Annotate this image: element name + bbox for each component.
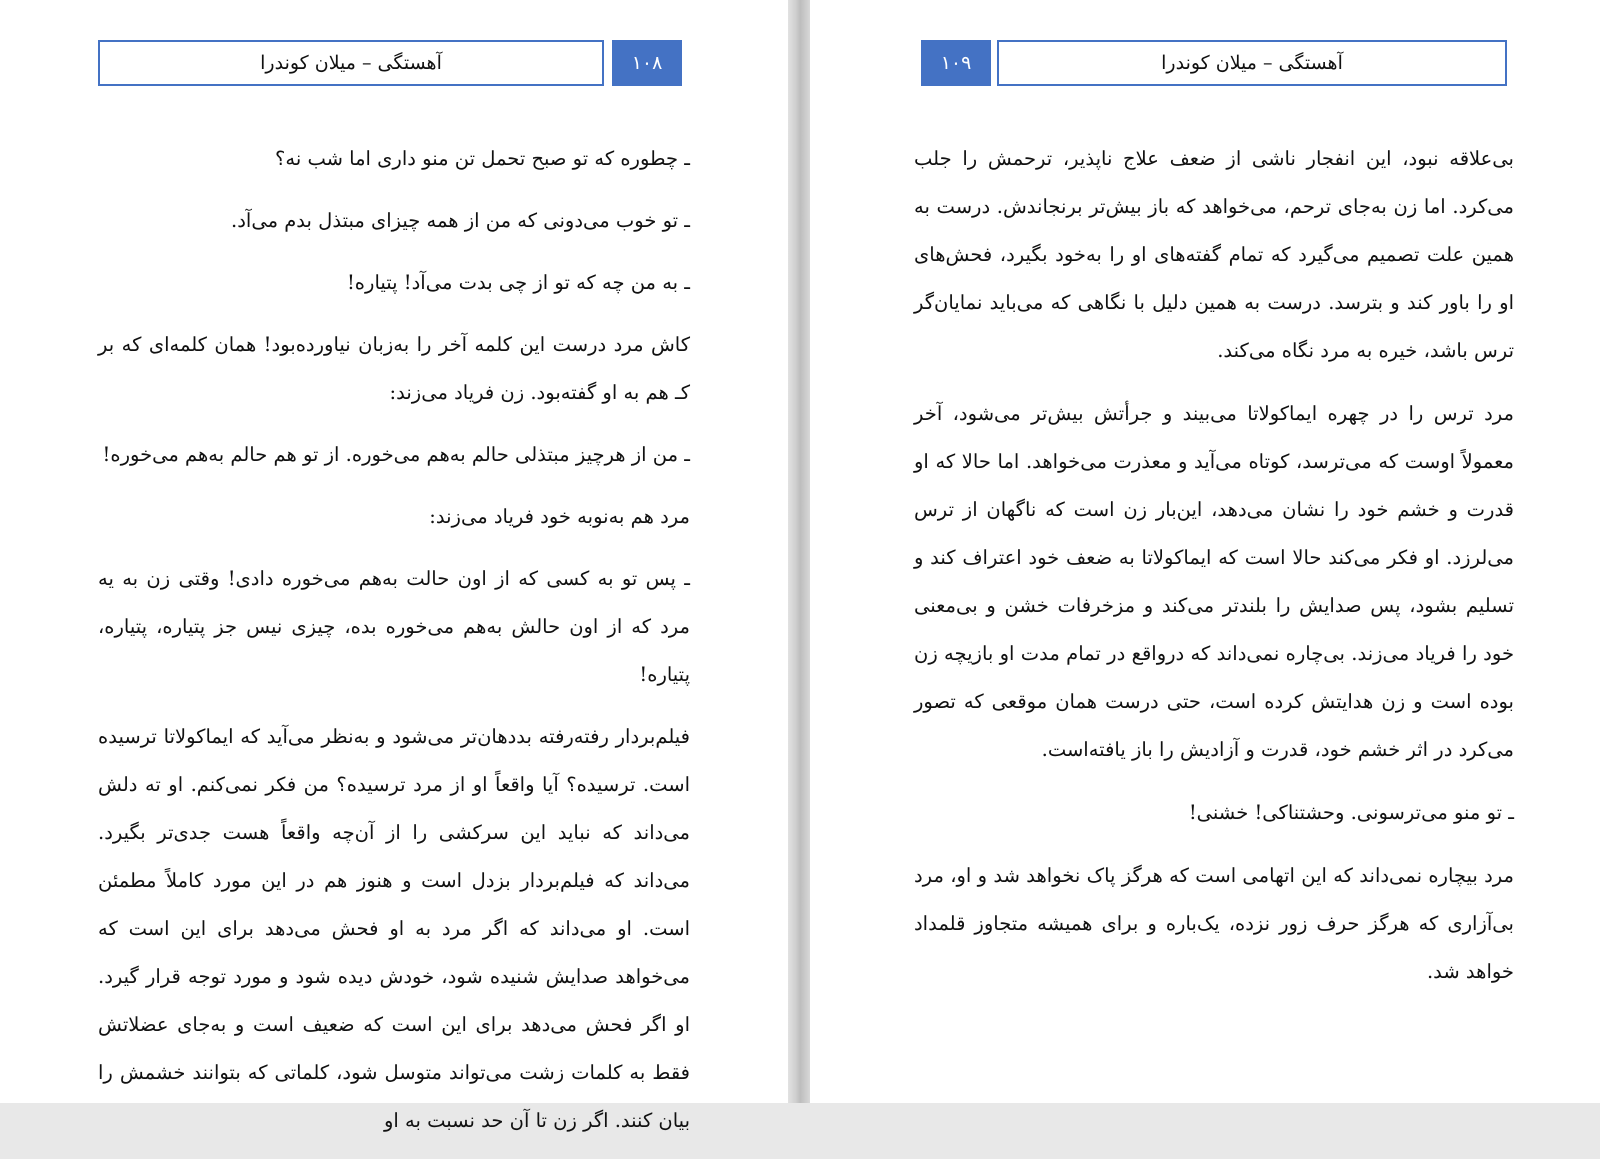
- paragraph: ـ تو خوب می‌دونی که من از همه چیزای مبتذل بدم می‌آد.: [231, 209, 690, 232]
- book-gutter: [788, 0, 810, 1103]
- right-title-text: آهستگی – میلان کوندرا: [1161, 52, 1343, 74]
- right-page: [810, 0, 1600, 1103]
- paragraph: مرد هم به‌نوبه خود فریاد می‌زند:: [429, 505, 690, 528]
- left-title-text: آهستگی – میلان کوندرا: [260, 52, 442, 74]
- paragraph: ـ به من چه که تو از چی بدت می‌آد! پتیاره!: [346, 271, 690, 294]
- paragraph: ـ من از هرچیز مبتذلی حالم به‌هم می‌خوره. از تو هم حالم به‌هم می‌خوره!: [102, 443, 690, 466]
- paragraph: ـ تو منو می‌ترسونی. وحشتناکی! خشنی!: [1188, 801, 1514, 824]
- paragraph: ـ پس تو به کسی که از اون حالت به‌هم می‌خوره دادی! وقتی زن به یه مرد که از اون حالش به‌هم می‌خوره بده، چیزی نیس جز پتیاره، پتیاره، پتیاره!: [98, 567, 690, 686]
- left-page-body: [98, 135, 690, 1159]
- right-page-title: [997, 40, 1507, 86]
- paragraph: مرد بیچاره نمی‌داند که این اتهامی است که هرگز پاک نخواهد شد و او، مرد بی‌آزاری که هرگز حرف زور نزده، یک‌باره و برای همیشه متجاوز قلمداد خواهد شد.: [914, 864, 1514, 983]
- right-page-number: ۱۰۹: [921, 40, 991, 86]
- left-page-number: ۱۰۸: [612, 40, 682, 86]
- paragraph: مرد ترس را در چهره ایماکولاتا می‌بیند و جرأتش بیش‌تر می‌شود، آخر معمولاً اوست که می‌ترسد، کوتاه می‌آید و معذرت می‌خواهد. اما حالا که او قدرت و خشم خود را نشان می‌دهد، این‌بار زن است که ناگهان از ترس می‌لرزد. او فکر می‌کند حالا است که ایماکولاتا به ضعف خود اعتراف کند و تسلیم بشود، پس صدایش را بلندتر می‌کند و مزخرفات خشن و بی‌معنی خود را فریاد می‌زند. بی‌چاره نمی‌داند که درواقع در تمام مدت او بازیچه زن بوده است و زن هدایتش کرده است، حتی درست همان موقعی که تصور می‌کرد در اثر خشم خود، قدرت و آزادیش را باز یافته‌است.: [914, 402, 1514, 761]
- paragraph: کاش مرد درست این کلمه آخر را به‌زبان نیاورده‌بود! همان کلمه‌ای که بر کـ هم به او گفته‌بود. زن فریاد می‌زند:: [98, 333, 690, 404]
- paragraph: فیلم‌بردار رفته‌رفته بددهان‌تر می‌شود و به‌نظر می‌آید که ایماکولاتا ترسیده است. ترسیده؟ آیا واقعاً او از مرد ترسیده؟ من فکر نمی‌کنم. او ته دلش می‌داند که نباید این سرکشی را از آن‌چه واقعاً هست جدی‌تر بگیرد. می‌داند که فیلم‌بردار بزدل است و هنوز هم در این مورد کاملاً مطمئن است. او می‌داند که اگر مرد به او فحش می‌دهد برای این است که می‌خواهد صدایش شنیده شود، خودش دیده شود و مورد توجه قرار گیرد. او اگر فحش می‌دهد برای این است که ضعیف است و به‌جای عضلاتش فقط به کلمات زشت می‌تواند متوسل شود، کلماتی که بتوانند خشمش را بیان کنند. اگر زن تا آن حد نسبت به او: [98, 725, 690, 1132]
- left-page: [0, 0, 788, 1132]
- right-page-body: [914, 135, 1514, 1011]
- left-page-title: [98, 40, 604, 86]
- paragraph: ـ چطوره که تو صبح تحمل تن منو داری اما شب نه؟: [275, 147, 690, 170]
- paragraph: بی‌علاقه نبود، این انفجار ناشی از ضعف علاج ناپذیر، ترحمش را جلب می‌کرد. اما زن به‌جای ترحم، می‌خواهد که باز بیش‌تر برنجاندش. درست به همین علت تصمیم می‌گیرد که تمام گفته‌های او را به‌خود بگیرد، فحش‌های او را باور کند و بترسد. درست به همین دلیل با نگاهی که می‌باید نمایان‌گر ترس باشد، خیره به مرد نگاه می‌کند.: [914, 147, 1514, 362]
